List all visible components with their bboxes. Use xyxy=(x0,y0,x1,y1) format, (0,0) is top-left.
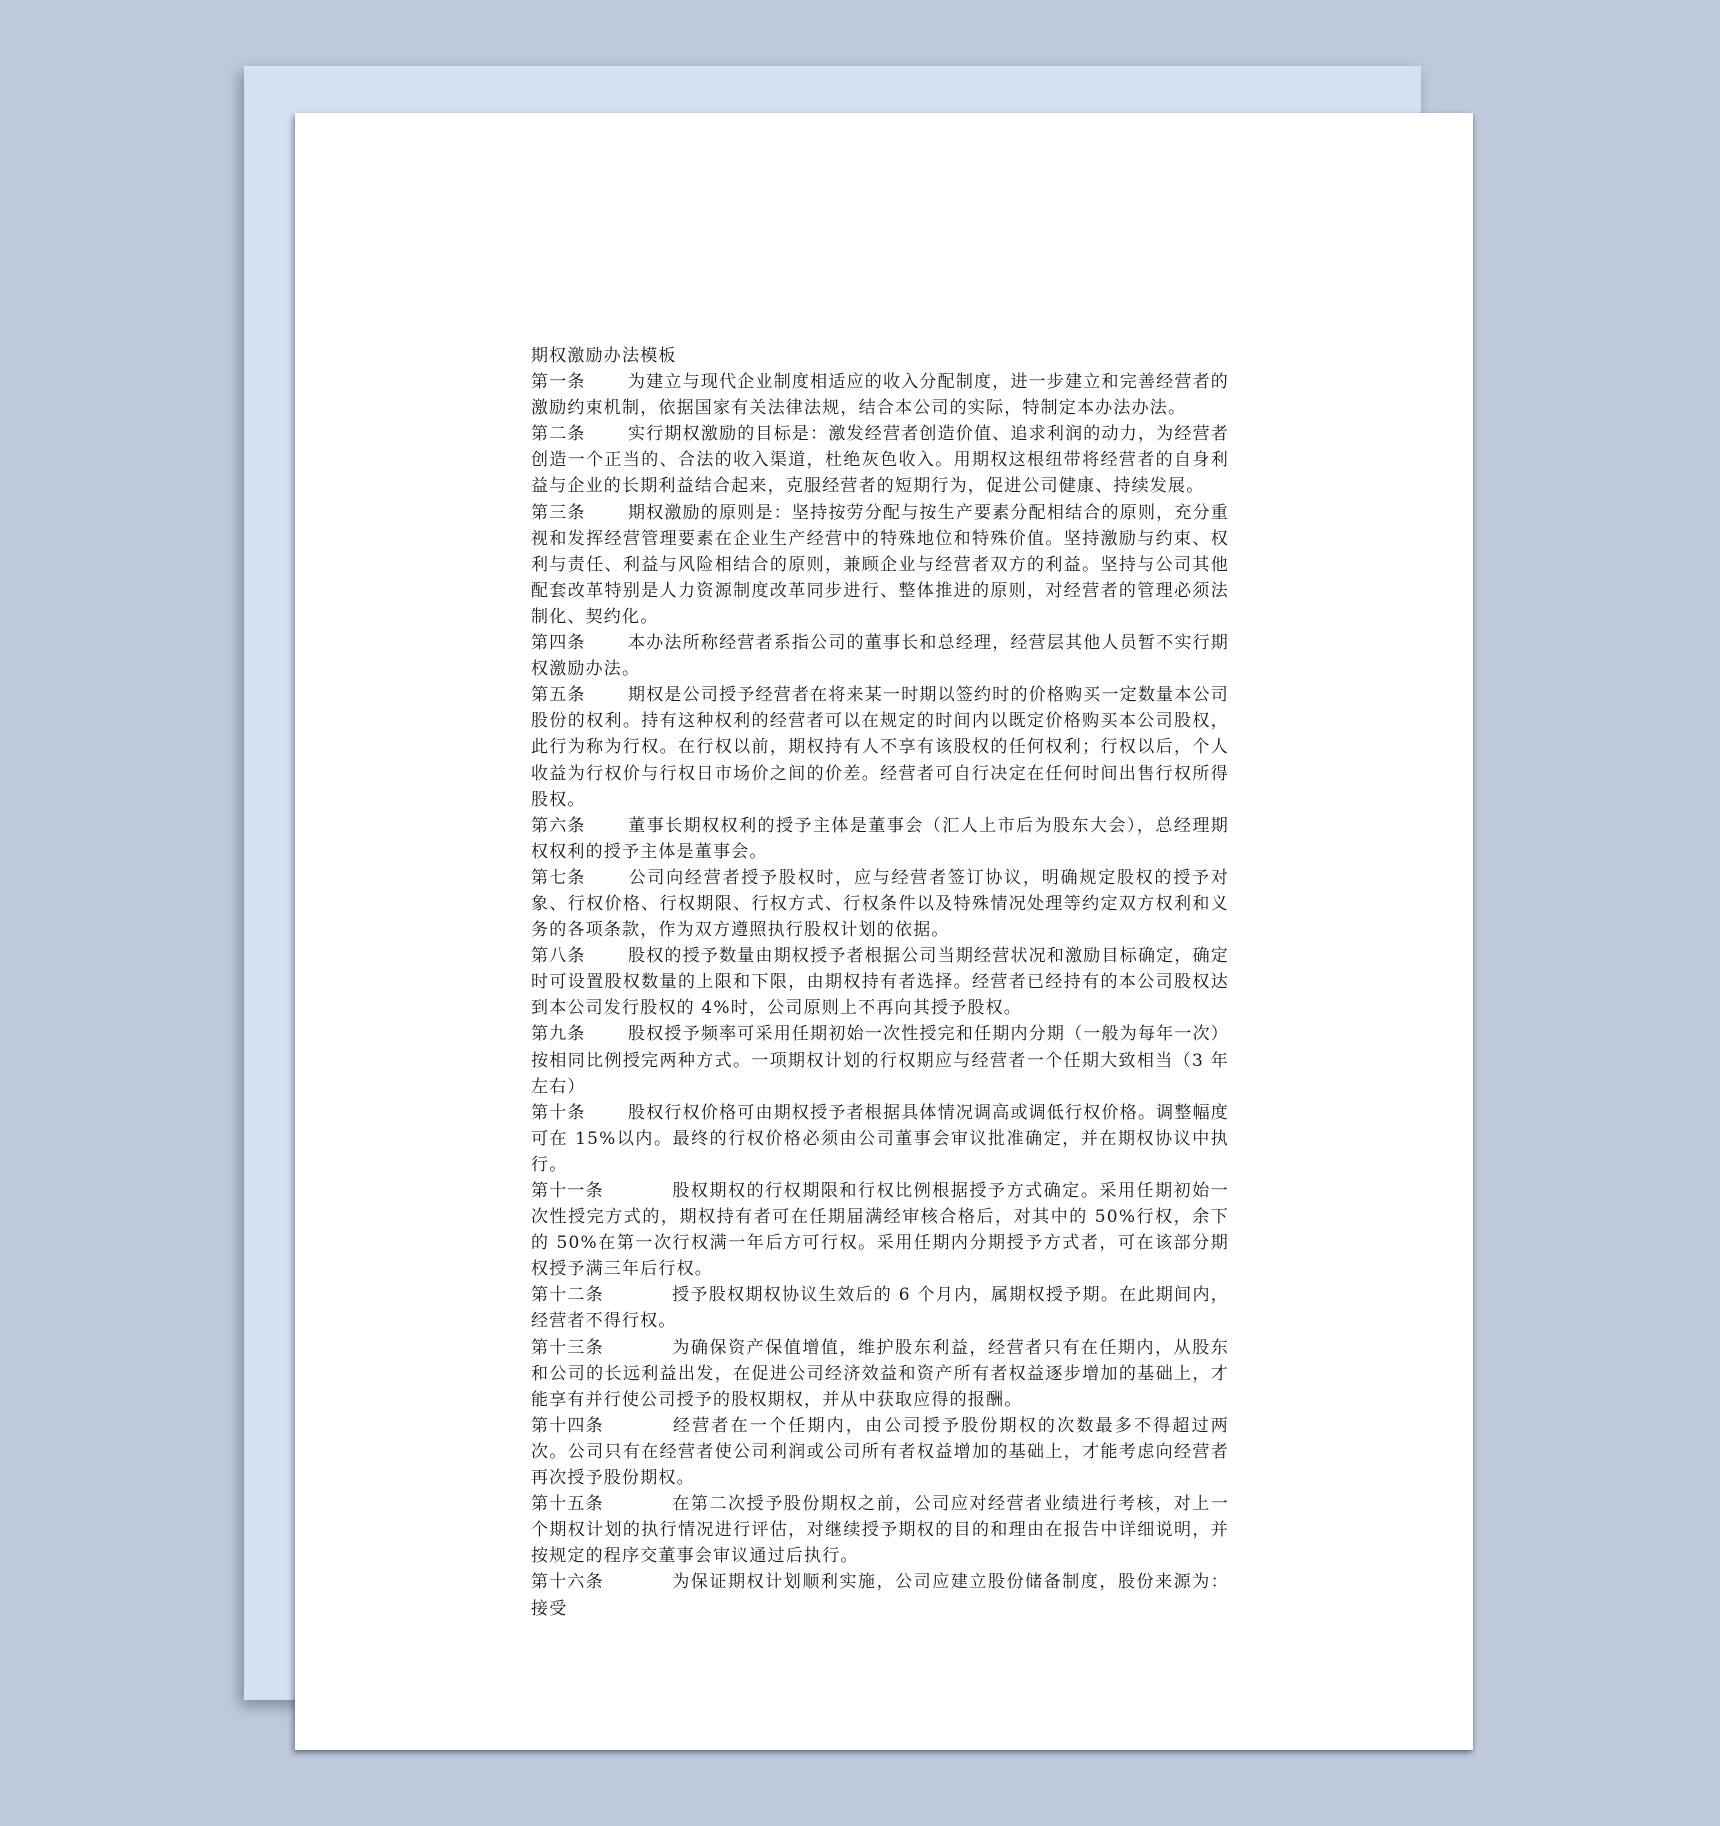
front-page-sheet xyxy=(295,113,1473,1750)
article-label: 第七条 xyxy=(531,867,586,888)
article-text: 期权是公司授予经营者在将来某一时期以签约时的价格购买一定数量本公司股份的权利。持有这种权利的经营者可以在规定的时间内以既定价格购买本公司股权，此行为称为行权。在行权以前，期权持有人不享有该股权的任何权利；行权以后，个人收益为行权价与行权日市场价之间的价差。经营者可自行决定在任何时间出售行权所得股权。 xyxy=(531,685,1229,810)
article-text: 在第二次授予股份期权之前，公司应对经营者业绩进行考核，对上一个期权计划的执行情况进行评估，对继续授予期权的目的和理由在报告中详细说明，并按规定的程序交董事会审议通过后执行。 xyxy=(531,1494,1229,1567)
article-label: 第十五条 xyxy=(531,1494,604,1515)
article-label: 第四条 xyxy=(531,633,586,654)
article-text: 为保证期权计划顺利实施，公司应建立股份储备制度，股份来源为：接受 xyxy=(531,1572,1229,1619)
article-1 xyxy=(531,369,1229,421)
article-label: 第六条 xyxy=(531,815,586,836)
article-3 xyxy=(531,500,1229,630)
article-6 xyxy=(531,813,1229,865)
article-8 xyxy=(531,943,1229,1021)
article-label: 第十三条 xyxy=(531,1337,604,1358)
article-text: 公司向经营者授予股权时，应与经营者签订协议，明确规定股权的授予对象、行权价格、行权期限、行权方式、行权条件以及特殊情况处理等约定双方权利和义务的各项条款，作为双方遵照执行股权计划的依据。 xyxy=(531,867,1229,941)
article-label: 第十一条 xyxy=(531,1181,604,1201)
article-text: 股权的授予数量由期权授予者根据公司当期经营状况和激励目标确定，确定时可设置股权数量的上限和下限，由期权持有者选择。经营者已经持有的本公司股权达到本公司发行股权的 4%时，公司原则上不再向其授予股权。 xyxy=(531,946,1229,1019)
article-label: 第八条 xyxy=(531,946,586,967)
article-label: 第十四条 xyxy=(531,1415,604,1436)
article-text: 股权授予频率可采用任期初始一次性授完和任期内分期（一般为每年一次）按相同比例授完两种方式。一项期权计划的行权期应与经营者一个任期大致相当（3 年左右） xyxy=(531,1024,1229,1097)
article-2 xyxy=(531,421,1229,499)
article-label: 第二条 xyxy=(531,424,586,445)
article-5 xyxy=(531,682,1229,812)
article-label: 第九条 xyxy=(531,1024,586,1045)
article-label: 第五条 xyxy=(531,685,586,706)
article-text: 实行期权激励的目标是：激发经营者创造价值、追求利润的动力，为经营者创造一个正当的、合法的收入渠道，杜绝灰色收入。用期权这根纽带将经营者的自身利益与企业的长期利益结合起来，克服经营者的短期行为，促进公司健康、持续发展。 xyxy=(531,424,1229,497)
article-label: 第三条 xyxy=(531,502,586,523)
article-text: 授予股权期权协议生效后的 6 个月内，属期权授予期。在此期间内，经营者不得行权。 xyxy=(531,1285,1229,1332)
article-label: 第十六条 xyxy=(531,1572,604,1593)
article-text: 为确保资产保值增值，维护股东利益，经营者只有在任期内，从股东和公司的长远利益出发，在促进公司经济效益和资产所有者权益逐步增加的基础上，才能享有并行使公司授予的股权期权，并从中获取应得的报酬。 xyxy=(531,1337,1229,1410)
article-14 xyxy=(531,1413,1229,1491)
article-text: 股权期权的行权期限和行权比例根据授予方式确定。采用任期初始一次性授完方式的，期权持有者可在任期届满经审核合格后，对其中的 50%行权，余下的 50%在第一次行权满一年后方可行权。采用任期内分期授予方式者，可在该部分期权授予满三年后行权。 xyxy=(531,1181,1229,1280)
article-label: 第十条 xyxy=(531,1102,586,1123)
article-16 xyxy=(531,1569,1229,1621)
article-label: 第一条 xyxy=(531,372,586,393)
document-body xyxy=(531,343,1229,1622)
article-13 xyxy=(531,1335,1229,1413)
article-text: 股权行权价格可由期权授予者根据具体情况调高或调低行权价格。调整幅度可在 15%以内。最终的行权价格必须由公司董事会审议批准确定，并在期权协议中执行。 xyxy=(531,1102,1229,1175)
article-text: 本办法所称经营者系指公司的董事长和总经理，经营层其他人员暂不实行期权激励办法。 xyxy=(531,633,1229,680)
article-10 xyxy=(531,1100,1229,1178)
document-title: 期权激励办法模板 xyxy=(531,346,677,366)
article-9 xyxy=(531,1021,1229,1099)
article-text: 董事长期权权利的授予主体是董事会（汇人上市后为股东大会），总经理期权权利的授予主体是董事会。 xyxy=(531,815,1229,862)
article-text: 经营者在一个任期内，由公司授予股份期权的次数最多不得超过两次。公司只有在经营者使公司利润或公司所有者权益增加的基础上，才能考虑向经营者再次授予股份期权。 xyxy=(531,1415,1229,1489)
article-label: 第十二条 xyxy=(531,1285,604,1306)
article-text: 期权激励的原则是：坚持按劳分配与按生产要素分配相结合的原则，充分重视和发挥经营管理要素在企业生产经营中的特殊地位和特殊价值。坚持激励与约束、权利与责任、利益与风险相结合的原则，兼顾企业与经营者双方的利益。坚持与公司其他配套改革特别是人力资源制度改革同步进行、整体推进的原则，对经营者的管理必须法制化、契约化。 xyxy=(531,502,1229,627)
article-text: 为建立与现代企业制度相适应的收入分配制度，进一步建立和完善经营者的激励约束机制，依据国家有关法律法规，结合本公司的实际，特制定本办法办法。 xyxy=(531,372,1229,419)
article-11 xyxy=(531,1178,1229,1282)
article-15 xyxy=(531,1491,1229,1569)
article-12 xyxy=(531,1282,1229,1334)
article-4 xyxy=(531,630,1229,682)
article-7 xyxy=(531,865,1229,943)
